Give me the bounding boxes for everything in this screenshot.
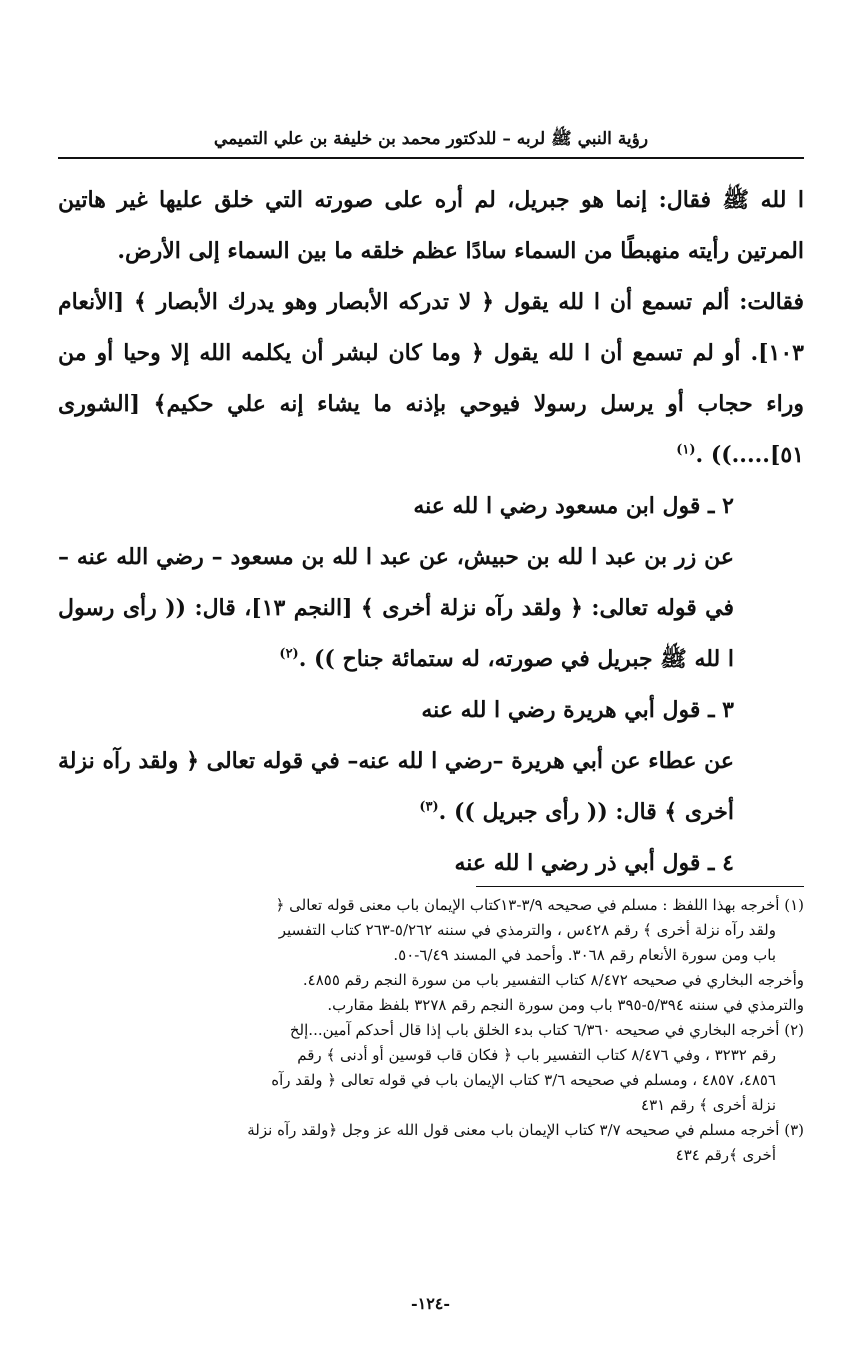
footnote-line: باب ومن سورة الأنعام رقم ٣٠٦٨. وأحمد في المسند ٦/٤٩-٥٠.	[393, 946, 776, 964]
footnote-line: (١) أخرجه بهذا اللفظ : مسلم في صحيحه ٣/٩-١٣كتاب الإيمان باب معنى قوله تعالى ﴿	[275, 896, 804, 914]
footnote-rule	[476, 886, 804, 887]
running-header: رؤية النبي ﷺ لربه – للدكتور محمد بن خليفة بن علي التميمي	[213, 129, 649, 149]
paragraph-4: عن عطاء عن أبي هريرة –رضي ا لله عنه– في قوله تعالى ﴿ ولقد رآه نزلة أخرى ﴾ قال: (( رأى جبريل )) .$^{(٣)}$	[58, 748, 734, 825]
header-rule	[58, 157, 804, 159]
section-heading-3: ٣ ـ قول أبي هريرة رضي ا لله عنه	[421, 697, 734, 723]
paragraph-1: ا لله ﷺ فقال: إنما هو جبريل، لم أره على صورته التي خلق عليها غير هاتين المرتين رأيته منهبطًا من السماء سادًا عظم خلقه ما بين السماء إلى الأرض.	[58, 187, 804, 264]
footnote-ref-3: (٣)	[419, 799, 439, 815]
paragraph-3: عن زر بن عبد ا لله بن حبيش، عن عبد ا لله بن مسعود – رضي الله عنه – في قوله تعالى: ﴿ ولقد رآه نزلة أخرى ﴾ [النجم ١٣]، قال: (( رأى رسول ا لله ﷺ جبريل في صورته، له ستمائة جناح )) .$^{(٢)}$	[58, 544, 735, 672]
footnote-ref-2: (٢)	[279, 646, 299, 662]
footnote-line: رقم ٣٢٣٢ ، وفي ٨/٤٧٦ كتاب التفسير باب ﴿ فكان قاب قوسين أو أدنى ﴾ رقم	[297, 1046, 776, 1064]
footnote-line: ٤٨٥٦، ٤٨٥٧ ، ومسلم في صحيحه ٣/٦ كتاب الإيمان باب في قوله تعالى ﴿ ولقد رآه	[271, 1071, 776, 1089]
footnotes	[58, 893, 804, 1168]
footnote-line: وأخرجه البخاري في صحيحه ٨/٤٧٢ كتاب التفسير باب من سورة النجم رقم ٤٨٥٥.	[302, 971, 804, 989]
page-number: -١٢٤-	[410, 1294, 451, 1313]
footnote-line: (٢) أخرجه البخاري في صحيحه ٦/٣٦٠ كتاب بدء الخلق باب إذا قال أحدكم آمين...إلخ	[289, 1021, 804, 1039]
footnote-line: أخرى ﴾رقم ٤٣٤	[675, 1146, 776, 1164]
footnote-line: (٣) أخرجه مسلم في صحيحه ٣/٧ كتاب الإيمان باب معنى قول الله عز وجل ﴿ولقد رآه نزلة	[247, 1121, 804, 1139]
paragraph-2: فقالت: ألم تسمع أن ا لله يقول ﴿ لا تدركه الأبصار وهو يدرك الأبصار ﴾ [الأنعام ١٠٣]. أو لم تسمع أن ا لله يقول ﴿ وما كان لبشر أن يكلمه الله إلا وحيا أو من وراء حجاب أو يرسل رسولا فيوحي بإذنه ما يشاء إنه علي حكيم﴾ [الشورى ٥١].....)) .$^{(١)}$	[58, 289, 804, 468]
section-heading-2: ٢ ـ قول ابن مسعود رضي ا لله عنه	[413, 493, 734, 519]
section-heading-4: ٤ ـ قول أبي ذر رضي ا لله عنه	[454, 850, 734, 876]
main-text	[58, 175, 804, 889]
footnote-line: ولقد رآه نزلة أخرى ﴾ رقم ٤٢٨س ، والترمذي في سننه ٥/٢٦٢-٢٦٣ كتاب التفسير	[278, 921, 776, 939]
footnote-line: والترمذي في سننه ٥/٣٩٤-٣٩٥ باب ومن سورة النجم رقم ٣٢٧٨ بلفظ مقارب.	[327, 996, 804, 1014]
footnote-line: نزلة أخرى ﴾ رقم ٤٣١	[641, 1096, 776, 1114]
footnote-ref-1: (١)	[676, 442, 696, 458]
